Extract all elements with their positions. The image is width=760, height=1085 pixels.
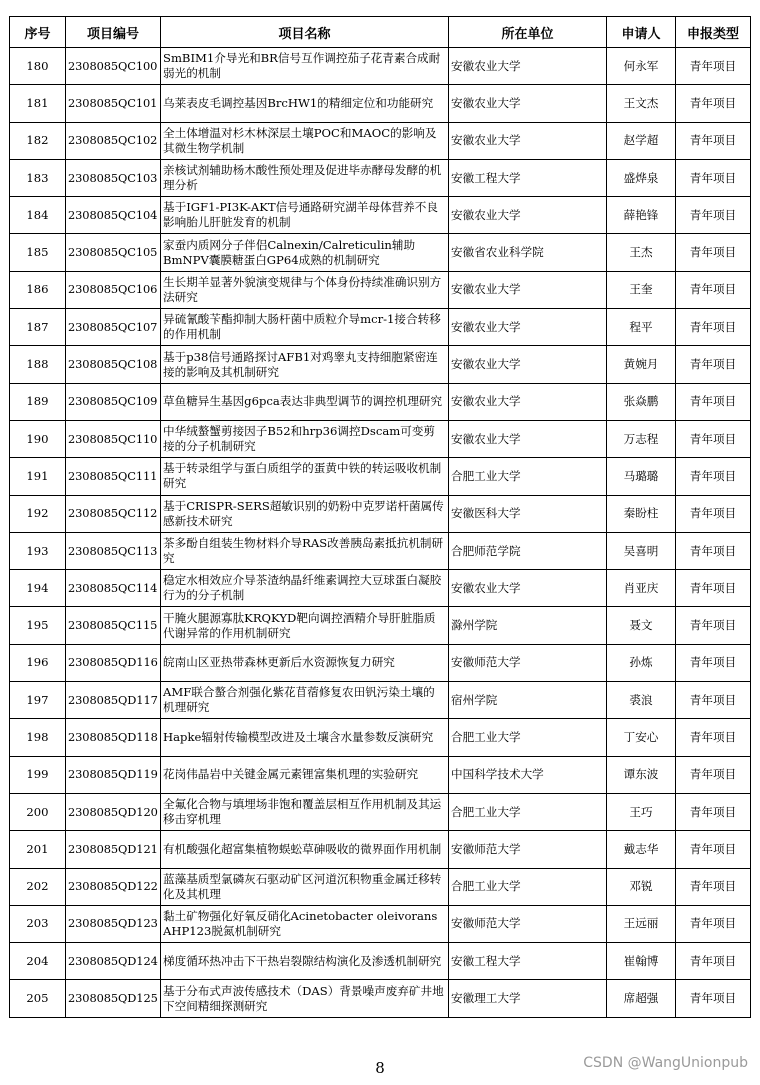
cell-type: 青年项目 bbox=[676, 570, 751, 607]
cell-code: 2308085QC100 bbox=[66, 48, 161, 85]
table-row bbox=[10, 122, 751, 159]
cell-code: 2308085QC110 bbox=[66, 420, 161, 457]
cell-code: 2308085QD117 bbox=[66, 682, 161, 719]
cell-name: 有机酸强化超富集植物蜈蚣草砷吸收的微界面作用机制 bbox=[161, 831, 449, 868]
cell-person: 王巧 bbox=[607, 793, 676, 830]
cell-type: 青年项目 bbox=[676, 383, 751, 420]
cell-person: 黄婉月 bbox=[607, 346, 676, 383]
cell-type: 青年项目 bbox=[676, 719, 751, 756]
cell-seq: 184 bbox=[10, 197, 66, 234]
header-seq: 序号 bbox=[10, 17, 66, 48]
cell-name: 基于CRISPR-SERS超敏识别的奶粉中克罗诺杆菌属传感新技术研究 bbox=[161, 495, 449, 532]
table-row bbox=[10, 346, 751, 383]
cell-code: 2308085QC107 bbox=[66, 309, 161, 346]
cell-seq: 197 bbox=[10, 682, 66, 719]
cell-code: 2308085QD119 bbox=[66, 756, 161, 793]
cell-unit: 安徽师范大学 bbox=[449, 644, 607, 681]
cell-name: 基于转录组学与蛋白质组学的蛋黄中铁的转运吸收机制研究 bbox=[161, 458, 449, 495]
cell-seq: 185 bbox=[10, 234, 66, 271]
cell-unit: 安徽工程大学 bbox=[449, 943, 607, 980]
cell-code: 2308085QC115 bbox=[66, 607, 161, 644]
table-row bbox=[10, 420, 751, 457]
cell-unit: 合肥工业大学 bbox=[449, 793, 607, 830]
table-row bbox=[10, 197, 751, 234]
header-row bbox=[10, 17, 751, 48]
cell-unit: 安徽医科大学 bbox=[449, 495, 607, 532]
cell-person: 秦盼柱 bbox=[607, 495, 676, 532]
cell-name: AMF联合螯合剂强化紫花苜蓿修复农田钒污染土壤的机理研究 bbox=[161, 682, 449, 719]
cell-unit: 安徽农业大学 bbox=[449, 383, 607, 420]
header-person: 申请人 bbox=[607, 17, 676, 48]
cell-code: 2308085QC103 bbox=[66, 159, 161, 196]
header-name: 项目名称 bbox=[161, 17, 449, 48]
cell-type: 青年项目 bbox=[676, 682, 751, 719]
cell-seq: 181 bbox=[10, 85, 66, 122]
cell-name: 异硫氰酸苄酯抑制大肠杆菌中质粒介导mcr-1接合转移的作用机制 bbox=[161, 309, 449, 346]
table-row bbox=[10, 868, 751, 905]
cell-name: 花岗伟晶岩中关键金属元素锂富集机理的实验研究 bbox=[161, 756, 449, 793]
cell-seq: 201 bbox=[10, 831, 66, 868]
cell-unit: 安徽理工大学 bbox=[449, 980, 607, 1017]
cell-person: 丁安心 bbox=[607, 719, 676, 756]
cell-code: 2308085QC114 bbox=[66, 570, 161, 607]
cell-code: 2308085QD120 bbox=[66, 793, 161, 830]
cell-unit: 中国科学技术大学 bbox=[449, 756, 607, 793]
cell-unit: 合肥工业大学 bbox=[449, 458, 607, 495]
cell-code: 2308085QC102 bbox=[66, 122, 161, 159]
table-row bbox=[10, 980, 751, 1017]
cell-person: 谭东波 bbox=[607, 756, 676, 793]
cell-name: 稳定水相效应介导茶渣纳晶纤维素调控大豆球蛋白凝胶行为的分子机制 bbox=[161, 570, 449, 607]
cell-unit: 合肥工业大学 bbox=[449, 719, 607, 756]
cell-type: 青年项目 bbox=[676, 943, 751, 980]
cell-seq: 182 bbox=[10, 122, 66, 159]
cell-person: 邓锐 bbox=[607, 868, 676, 905]
header-code: 项目编号 bbox=[66, 17, 161, 48]
table-row bbox=[10, 495, 751, 532]
cell-unit: 安徽农业大学 bbox=[449, 85, 607, 122]
cell-type: 青年项目 bbox=[676, 197, 751, 234]
table-row bbox=[10, 793, 751, 830]
cell-code: 2308085QD121 bbox=[66, 831, 161, 868]
cell-unit: 滁州学院 bbox=[449, 607, 607, 644]
cell-person: 聂文 bbox=[607, 607, 676, 644]
cell-name: 基于分布式声波传感技术（DAS）背景噪声废弃矿井地下空间精细探测研究 bbox=[161, 980, 449, 1017]
cell-name: 黏土矿物强化好氧反硝化Acinetobacter oleivorans AHP123脱氮机制研究 bbox=[161, 905, 449, 942]
cell-unit: 安徽农业大学 bbox=[449, 271, 607, 308]
cell-unit: 合肥工业大学 bbox=[449, 868, 607, 905]
cell-seq: 198 bbox=[10, 719, 66, 756]
table-row bbox=[10, 831, 751, 868]
cell-person: 赵学超 bbox=[607, 122, 676, 159]
cell-person: 肖亚庆 bbox=[607, 570, 676, 607]
cell-person: 王远丽 bbox=[607, 905, 676, 942]
table-row bbox=[10, 607, 751, 644]
cell-unit: 安徽农业大学 bbox=[449, 48, 607, 85]
watermark: CSDN @WangUnionpub bbox=[583, 1055, 748, 1071]
cell-seq: 193 bbox=[10, 532, 66, 569]
cell-person: 万志程 bbox=[607, 420, 676, 457]
cell-type: 青年项目 bbox=[676, 532, 751, 569]
cell-unit: 合肥师范学院 bbox=[449, 532, 607, 569]
cell-type: 青年项目 bbox=[676, 868, 751, 905]
cell-name: 皖南山区亚热带森林更新后水资源恢复力研究 bbox=[161, 644, 449, 681]
cell-code: 2308085QD118 bbox=[66, 719, 161, 756]
table-row bbox=[10, 756, 751, 793]
cell-code: 2308085QC101 bbox=[66, 85, 161, 122]
cell-name: 亲核试剂辅助杨木酸性预处理及促进毕赤酵母发酵的机理分析 bbox=[161, 159, 449, 196]
cell-person: 王奎 bbox=[607, 271, 676, 308]
cell-person: 王杰 bbox=[607, 234, 676, 271]
cell-person: 张焱鹏 bbox=[607, 383, 676, 420]
table-row bbox=[10, 234, 751, 271]
cell-seq: 189 bbox=[10, 383, 66, 420]
cell-name: 生长期羊显著外貌演变规律与个体身份持续准确识别方法研究 bbox=[161, 271, 449, 308]
cell-unit: 安徽工程大学 bbox=[449, 159, 607, 196]
cell-unit: 安徽农业大学 bbox=[449, 122, 607, 159]
table-row bbox=[10, 159, 751, 196]
cell-code: 2308085QD125 bbox=[66, 980, 161, 1017]
header-type: 申报类型 bbox=[676, 17, 751, 48]
cell-seq: 204 bbox=[10, 943, 66, 980]
cell-seq: 200 bbox=[10, 793, 66, 830]
table-row bbox=[10, 682, 751, 719]
cell-name: 梯度循环热冲击下干热岩裂隙结构演化及渗透机制研究 bbox=[161, 943, 449, 980]
cell-seq: 191 bbox=[10, 458, 66, 495]
table-row bbox=[10, 458, 751, 495]
cell-unit: 安徽农业大学 bbox=[449, 570, 607, 607]
cell-person: 席超强 bbox=[607, 980, 676, 1017]
cell-code: 2308085QD124 bbox=[66, 943, 161, 980]
cell-unit: 安徽农业大学 bbox=[449, 346, 607, 383]
page-number: 8 bbox=[375, 1059, 385, 1077]
cell-person: 孙炼 bbox=[607, 644, 676, 681]
table-row bbox=[10, 644, 751, 681]
table-row bbox=[10, 943, 751, 980]
cell-person: 马璐璐 bbox=[607, 458, 676, 495]
table-row bbox=[10, 905, 751, 942]
cell-seq: 190 bbox=[10, 420, 66, 457]
cell-code: 2308085QD123 bbox=[66, 905, 161, 942]
cell-name: 基于IGF1-PI3K-AKT信号通路研究湖羊母体营养不良影响胎儿肝脏发育的机制 bbox=[161, 197, 449, 234]
cell-type: 青年项目 bbox=[676, 159, 751, 196]
cell-seq: 192 bbox=[10, 495, 66, 532]
cell-name: 茶多酚自组装生物材料介导RAS改善胰岛素抵抗机制研究 bbox=[161, 532, 449, 569]
table-row bbox=[10, 570, 751, 607]
cell-type: 青年项目 bbox=[676, 756, 751, 793]
cell-type: 青年项目 bbox=[676, 607, 751, 644]
cell-unit: 安徽师范大学 bbox=[449, 905, 607, 942]
cell-seq: 188 bbox=[10, 346, 66, 383]
cell-person: 何永军 bbox=[607, 48, 676, 85]
cell-person: 薛艳锋 bbox=[607, 197, 676, 234]
cell-code: 2308085QD116 bbox=[66, 644, 161, 681]
cell-unit: 安徽师范大学 bbox=[449, 831, 607, 868]
cell-type: 青年项目 bbox=[676, 793, 751, 830]
cell-code: 2308085QD122 bbox=[66, 868, 161, 905]
table-row bbox=[10, 271, 751, 308]
cell-name: Hapke辐射传输模型改进及土壤含水量参数反演研究 bbox=[161, 719, 449, 756]
cell-code: 2308085QC108 bbox=[66, 346, 161, 383]
table-row bbox=[10, 85, 751, 122]
header-unit: 所在单位 bbox=[449, 17, 607, 48]
cell-seq: 196 bbox=[10, 644, 66, 681]
table-row bbox=[10, 532, 751, 569]
cell-seq: 199 bbox=[10, 756, 66, 793]
cell-seq: 186 bbox=[10, 271, 66, 308]
cell-type: 青年项目 bbox=[676, 831, 751, 868]
cell-name: 全土体增温对杉木林深层土壤POC和MAOC的影响及其微生物学机制 bbox=[161, 122, 449, 159]
cell-code: 2308085QC113 bbox=[66, 532, 161, 569]
cell-name: SmBIM1介导光和BR信号互作调控茄子花青素合成耐弱光的机制 bbox=[161, 48, 449, 85]
cell-seq: 194 bbox=[10, 570, 66, 607]
cell-seq: 205 bbox=[10, 980, 66, 1017]
cell-type: 青年项目 bbox=[676, 980, 751, 1017]
cell-person: 吴喜明 bbox=[607, 532, 676, 569]
cell-code: 2308085QC111 bbox=[66, 458, 161, 495]
cell-type: 青年项目 bbox=[676, 495, 751, 532]
cell-type: 青年项目 bbox=[676, 644, 751, 681]
cell-type: 青年项目 bbox=[676, 309, 751, 346]
cell-name: 中华绒螯蟹剪接因子B52和hrp36调控Dscam可变剪接的分子机制研究 bbox=[161, 420, 449, 457]
cell-type: 青年项目 bbox=[676, 48, 751, 85]
cell-seq: 180 bbox=[10, 48, 66, 85]
cell-name: 基于p38信号通路探讨AFB1对鸡睾丸支持细胞紧密连接的影响及其机制研究 bbox=[161, 346, 449, 383]
cell-type: 青年项目 bbox=[676, 122, 751, 159]
cell-code: 2308085QC112 bbox=[66, 495, 161, 532]
cell-person: 盛烨泉 bbox=[607, 159, 676, 196]
cell-name: 全氟化合物与填埋场非饱和覆盖层相互作用机制及其运移击穿机理 bbox=[161, 793, 449, 830]
cell-person: 程平 bbox=[607, 309, 676, 346]
project-table bbox=[9, 16, 751, 1018]
cell-unit: 安徽省农业科学院 bbox=[449, 234, 607, 271]
cell-name: 草鱼糖异生基因g6pca表达非典型调节的调控机理研究 bbox=[161, 383, 449, 420]
cell-type: 青年项目 bbox=[676, 458, 751, 495]
cell-type: 青年项目 bbox=[676, 234, 751, 271]
cell-unit: 宿州学院 bbox=[449, 682, 607, 719]
cell-seq: 183 bbox=[10, 159, 66, 196]
table-row bbox=[10, 309, 751, 346]
cell-person: 戴志华 bbox=[607, 831, 676, 868]
cell-person: 崔翰博 bbox=[607, 943, 676, 980]
cell-type: 青年项目 bbox=[676, 271, 751, 308]
cell-type: 青年项目 bbox=[676, 420, 751, 457]
cell-seq: 203 bbox=[10, 905, 66, 942]
table-row bbox=[10, 48, 751, 85]
cell-person: 王文杰 bbox=[607, 85, 676, 122]
cell-unit: 安徽农业大学 bbox=[449, 420, 607, 457]
table-row bbox=[10, 719, 751, 756]
cell-name: 干腌火腿源寡肽KRQKYD靶向调控酒精介导肝脏脂质代谢异常的作用机制研究 bbox=[161, 607, 449, 644]
cell-name: 蓝藻基质型氯磷灰石驱动矿区河道沉积物重金属迁移转化及其机理 bbox=[161, 868, 449, 905]
cell-type: 青年项目 bbox=[676, 905, 751, 942]
table-row bbox=[10, 383, 751, 420]
cell-seq: 195 bbox=[10, 607, 66, 644]
cell-code: 2308085QC106 bbox=[66, 271, 161, 308]
cell-unit: 安徽农业大学 bbox=[449, 197, 607, 234]
cell-seq: 187 bbox=[10, 309, 66, 346]
cell-code: 2308085QC109 bbox=[66, 383, 161, 420]
cell-name: 家蚕内质网分子伴侣Calnexin/Calreticulin辅助BmNPV囊膜糖蛋白GP64成熟的机制研究 bbox=[161, 234, 449, 271]
cell-type: 青年项目 bbox=[676, 346, 751, 383]
cell-type: 青年项目 bbox=[676, 85, 751, 122]
cell-name: 乌莱表皮毛调控基因BrcHW1的精细定位和功能研究 bbox=[161, 85, 449, 122]
table-body bbox=[10, 48, 751, 1018]
cell-unit: 安徽农业大学 bbox=[449, 309, 607, 346]
cell-seq: 202 bbox=[10, 868, 66, 905]
cell-code: 2308085QC104 bbox=[66, 197, 161, 234]
cell-code: 2308085QC105 bbox=[66, 234, 161, 271]
cell-person: 裘浪 bbox=[607, 682, 676, 719]
